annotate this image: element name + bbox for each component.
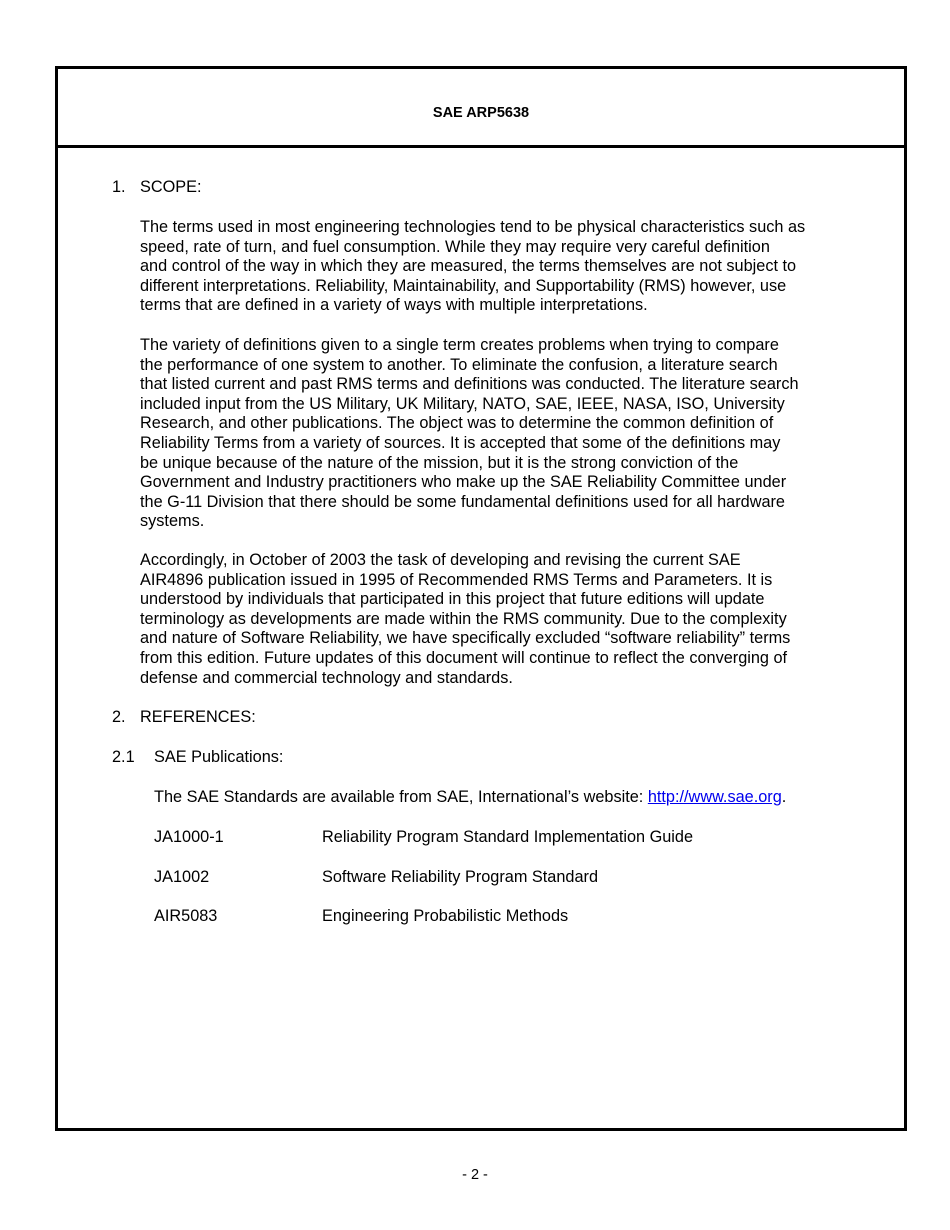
scope-paragraph-3: Accordingly, in October of 2003 the task of developing and revising the current SAE AIR4896 publication issued in 1995 of Recommended RMS Terms and Parameters. It is understood by individuals that participated in this project that future editions will update terminology as developments are made within the RMS community. Due to the complexity and nature of Software Reliability, we have specifically excluded “software reliability” terms from this edition. Future updates of this document will continue to reflect the converging of defense and commercial technology and standards. — [140, 551, 791, 687]
reference-description: Software Reliability Program Standard — [322, 868, 599, 886]
document-title: SAE ARP5638 — [432, 105, 530, 121]
document-header — [58, 69, 904, 148]
section-number: 2. — [112, 708, 126, 726]
sae-website-link[interactable]: http://www.sae.org — [647, 788, 782, 806]
section-title: SCOPE: — [140, 178, 202, 196]
section-title: REFERENCES: — [140, 708, 256, 726]
reference-code: AIR5083 — [154, 907, 218, 925]
section-number: 1. — [112, 178, 126, 196]
scope-paragraph-2: The variety of definitions given to a single term creates problems when trying to compare the performance of one system to another. To eliminate the confusion, a literature search that listed current and past RMS terms and definitions was conducted. The literature search included input from the US Military, UK Military, NATO, SAE, IEEE, NASA, ISO, University Research, and other publications. The object was to determine the common definition of Reliability Terms from a variety of sources. It is accepted that some of the definitions may be unique because of the nature of the mission, but it is the strong conviction of the Government and Industry practitioners who make up the SAE Reliability Committee under the G-11 Division that there should be some fundamental definitions used for all hardware systems. — [140, 336, 799, 531]
page-number: - 2 - — [462, 1167, 488, 1183]
reference-description: Reliability Program Standard Implementation Guide — [322, 828, 694, 846]
sae-standards-availability-text — [154, 788, 854, 808]
section-number: 2.1 — [112, 748, 135, 766]
availability-period: . — [781, 788, 787, 806]
availability-intro: The SAE Standards are available from SAE, International’s website: — [154, 788, 648, 806]
reference-code: JA1002 — [154, 868, 210, 886]
section-title: SAE Publications: — [154, 748, 284, 766]
scope-paragraph-1: The terms used in most engineering technologies tend to be physical characteristics such as speed, rate of turn, and fuel consumption. While they may require very careful definition and control of the way in which they are measured, the terms themselves are not subject to different interpretations. Reliability, Maintainability, and Supportability (RMS) however, use terms that are defined in a variety of ways with multiple interpretations. — [140, 218, 806, 315]
reference-description: Engineering Probabilistic Methods — [322, 907, 569, 925]
reference-code: JA1000-1 — [154, 828, 224, 846]
